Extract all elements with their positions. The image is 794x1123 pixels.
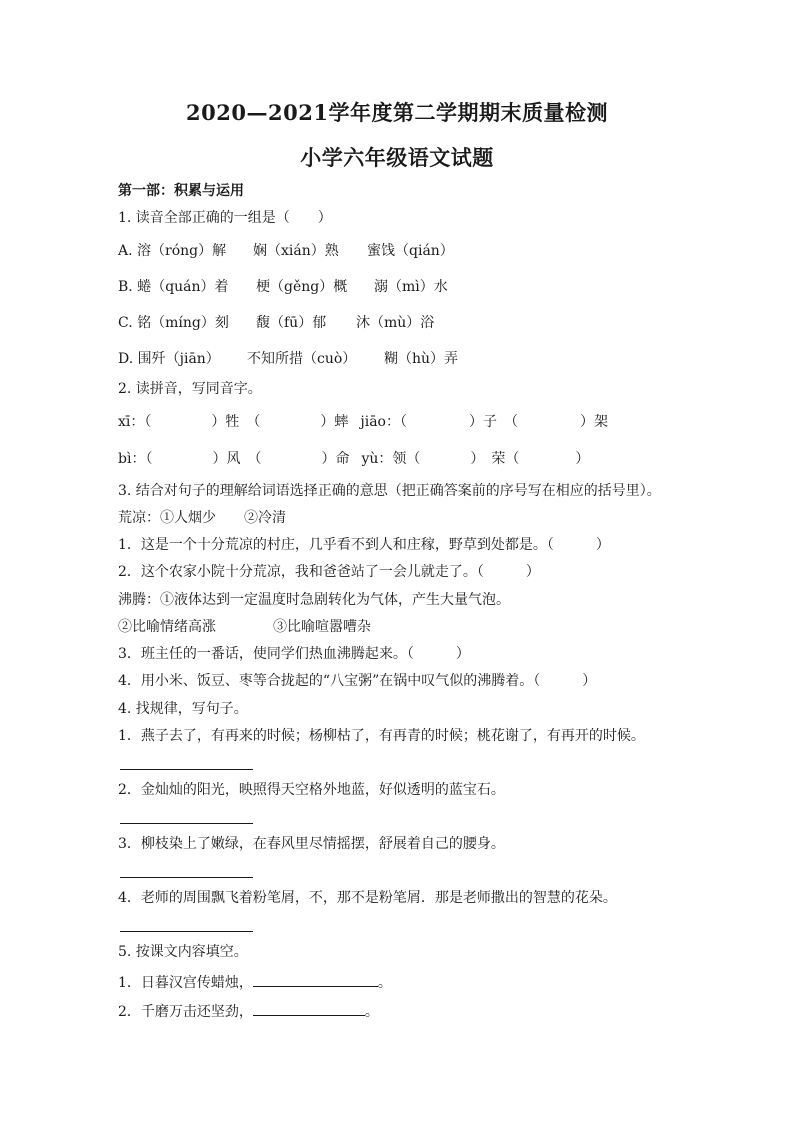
- q4-sentence-3: 3．柳枝染上了嫩绿，在春风里尽情摇摆，舒展着自己的腰身。: [118, 836, 505, 852]
- q3-word1-definition: 荒凉：①人烟少 ②冷清: [118, 510, 286, 526]
- q2-row-2: bì：（ ）风 （ ）命 yù：领（ ） 荣（ ）: [118, 451, 590, 467]
- exam-title: 2020—2021学年度第二学期期末质量检测: [186, 100, 608, 125]
- q4-answer-line-1[interactable]: [120, 769, 253, 770]
- q3-stem: 3. 结合对句子的理解给词语选择正确的意思（把正确答案前的序号写在相应的括号里）。: [118, 483, 661, 499]
- q3-sentence-2: 2．这个农家小院十分荒凉，我和爸爸站了一会儿就走了。（ ）: [118, 564, 540, 580]
- exam-subtitle: 小学六年级语文试题: [300, 145, 494, 170]
- q5-blank-1[interactable]: [253, 972, 378, 987]
- q5-sentence-1: 1．日暮汉宫传蜡烛， 。: [118, 972, 392, 992]
- q1-option-d: D. 围歼（jiān） 不知所措（cuò） 糊（hù）弄: [118, 351, 459, 367]
- q1-option-a: A. 溶（róng）解 娴（xián）熟 蜜饯（qián）: [118, 243, 454, 259]
- q1-option-c: C. 铭（míng）刻 馥（fū）郁 沐（mù）浴: [118, 315, 435, 331]
- q5-blank-2[interactable]: [253, 1001, 365, 1016]
- q4-answer-line-2[interactable]: [120, 823, 253, 824]
- q4-stem: 4. 找规律，写句子。: [118, 701, 248, 717]
- q4-answer-line-4[interactable]: [120, 931, 253, 932]
- q3-sentence-3: 3．班主任的一番话，使同学们热血沸腾起来。（ ）: [118, 646, 470, 662]
- q4-sentence-4: 4．老师的周围飘飞着粉笔屑，不，那不是粉笔屑．那是老师撒出的智慧的花朵。: [118, 890, 617, 906]
- q2-stem: 2. 读拼音，写同音字。: [118, 381, 262, 397]
- q4-sentence-1: 1．燕子去了，有再来的时候；杨柳枯了，有再青的时候；桃花谢了，有再开的时候。: [118, 728, 645, 744]
- q1-option-b: B. 蜷（quán）着 梗（gěng）概 溺（mì）水: [118, 279, 448, 295]
- q1-stem: 1. 读音全部正确的一组是（ ）: [118, 210, 332, 226]
- q2-row-1: xī：（ ）牲 （ ）蟀 jiāo：（ ）子 （ ）架: [118, 414, 608, 430]
- section-heading: 第一部：积累与运用: [118, 183, 244, 199]
- q5-stem: 5. 按课文内容填空。: [118, 944, 248, 960]
- q4-sentence-2: 2．金灿灿的阳光，映照得天空格外地蓝，好似透明的蓝宝石。: [118, 782, 505, 798]
- q3-word2-definition-2: ②比喻情绪高涨 ③比喻喧嚣嘈杂: [118, 619, 371, 635]
- q4-answer-line-3[interactable]: [120, 877, 253, 878]
- q3-word2-definition: 沸腾：①液体达到一定温度时急剧转化为气体，产生大量气泡。: [118, 592, 510, 608]
- q5-sentence-2: 2．千磨万击还坚劲， 。: [118, 1001, 379, 1021]
- q3-sentence-1: 1．这是一个十分荒凉的村庄，几乎看不到人和庄稼，野草到处都是。（ ）: [118, 537, 610, 553]
- q3-sentence-4: 4．用小米、饭豆、枣等合拢起的“八宝粥”在锅中叹气似的沸腾着。（ ）: [118, 673, 597, 689]
